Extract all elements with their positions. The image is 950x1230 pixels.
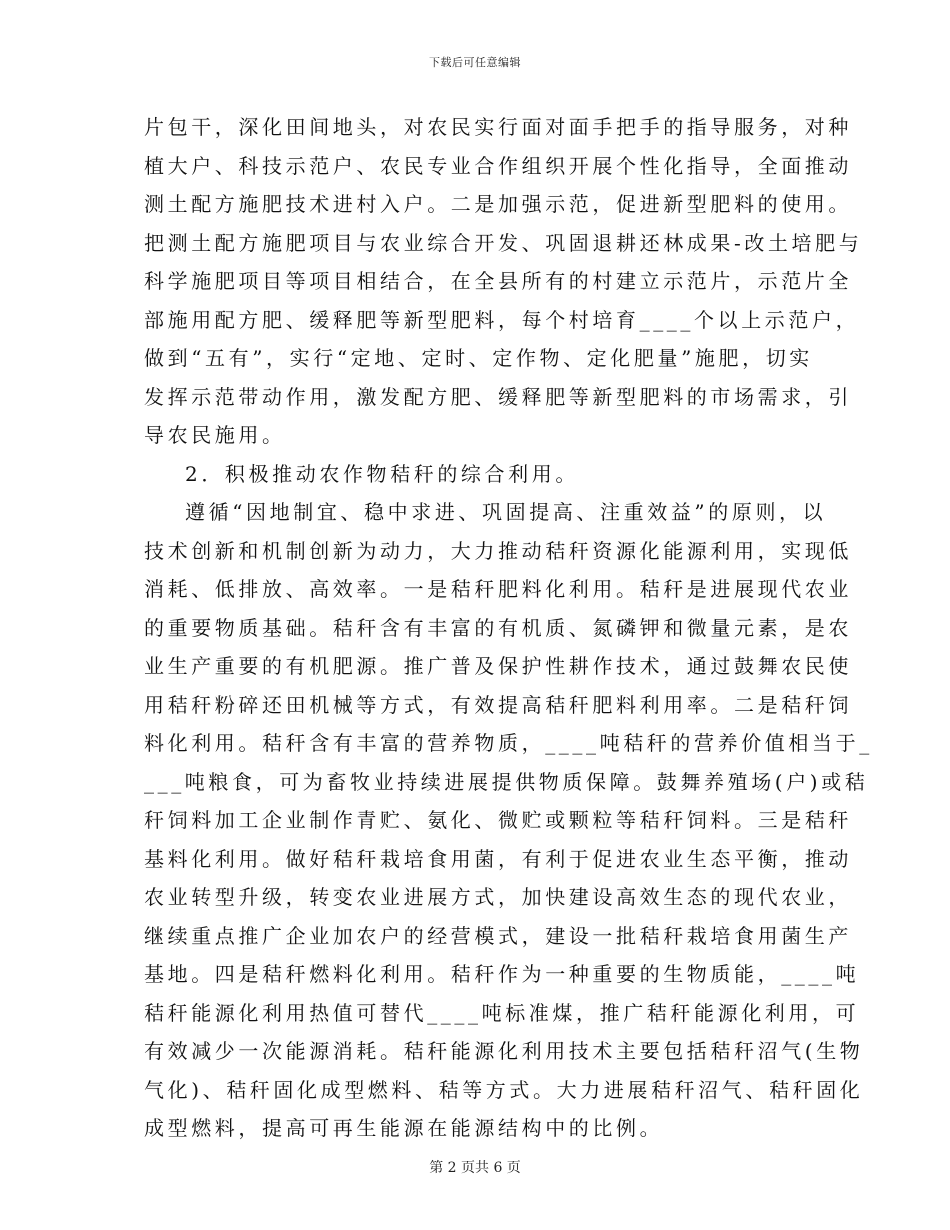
text-line: 业生产重要的有机肥源。推广普及保护性耕作技术，通过鼓舞农民使 bbox=[144, 654, 852, 678]
section-heading bbox=[144, 455, 808, 494]
text-line: 秸秆能源化利用热值可替代____吨标准煤，推广秸秆能源化利用，可 bbox=[144, 1000, 860, 1025]
text-line: 成型燃料，提高可再生能源在能源结构中的比例。 bbox=[144, 1116, 664, 1140]
text-line: 技术创新和机制创新为动力，大力推动秸秆资源化能源利用，实现低 bbox=[144, 538, 852, 563]
text-line: 料化利用。秸秆含有丰富的营养物质，____吨秸秆的营养价值相当于_ bbox=[144, 731, 873, 755]
text-line: 基料化利用。做好秸秆栽培食用菌，有利于促进农业生态平衡，推动 bbox=[144, 846, 852, 871]
text-line: 基地。四是秸秆燃料化利用。秸秆作为一种重要的生物质能，____吨 bbox=[144, 962, 860, 986]
text-line: 发挥示范带动作用，激发配方肥、缓释肥等新型肥料的市场需求，引 bbox=[144, 384, 852, 409]
text-line: 遵循“因地制宜、稳中求进、巩固提高、注重效益”的原则，以 bbox=[185, 500, 827, 524]
text-line: 用秸秆粉碎还田机械等方式，有效提高秸秆肥料利用率。二是秸秆饲 bbox=[144, 692, 852, 717]
paragraph-straw-utilization bbox=[144, 493, 873, 1148]
paragraph-demonstration bbox=[144, 108, 863, 455]
text-line: ___吨粮食，可为畜牧业持续进展提供物质保障。鼓舞养殖场(户)或秸 bbox=[144, 769, 869, 794]
text-line: 有效减少一次能源消耗。秸秆能源化利用技术主要包括秸秆沼气(生物 bbox=[144, 1039, 864, 1063]
text-line: 的重要物质基础。秸秆含有丰富的有机质、氮磷钾和微量元素，是农 bbox=[144, 615, 852, 640]
page-number: 第 2 页共 6 页 bbox=[429, 1160, 521, 1176]
text-line: 农业转型升级，转变农业进展方式，加快建设高效生态的现代农业， bbox=[144, 885, 852, 909]
text-line: 片包干，深化田间地头，对农民实行面对面手把手的指导服务，对种 bbox=[144, 115, 852, 139]
text-line: 科学施肥项目等项目相结合，在全县所有的村建立示范片，示范片全 bbox=[144, 269, 852, 293]
text-line: 把测土配方施肥项目与农业综合开发、巩固退耕还林成果-改土培肥与 bbox=[144, 230, 863, 255]
page-header: 下载后可任意编辑 bbox=[429, 56, 521, 69]
text-line: 消耗、低排放、高效率。一是秸秆肥料化利用。秸秆是进展现代农业 bbox=[144, 577, 852, 601]
text-line: 气化)、秸秆固化成型燃料、秸等方式。大力进展秸秆沼气、秸秆固化 bbox=[144, 1077, 864, 1102]
text-line: 部施用配方肥、缓释肥等新型肥料，每个村培育____个以上示范户， bbox=[144, 307, 860, 332]
text-line: 测土配方施肥技术进村入户。二是加强示范，促进新型肥料的使用。 bbox=[144, 192, 852, 216]
heading-line: 2．积极推动农作物秸秆的综合利用。 bbox=[185, 461, 579, 486]
text-line: 秆饲料加工企业制作青贮、氨化、微贮或颗粒等秸秆饲料。三是秸秆 bbox=[144, 808, 852, 832]
text-line: 继续重点推广企业加农户的经营模式，建设一批秸秆栽培食用菌生产 bbox=[144, 923, 852, 948]
text-line: 导农民施用。 bbox=[144, 423, 286, 447]
text-line: 做到“五有”，实行“定地、定时、定作物、定化肥量”施肥，切实 bbox=[144, 346, 813, 370]
text-line: 植大户、科技示范户、农民专业合作组织开展个性化指导，全面推动 bbox=[144, 153, 852, 178]
document-body bbox=[144, 108, 873, 1148]
